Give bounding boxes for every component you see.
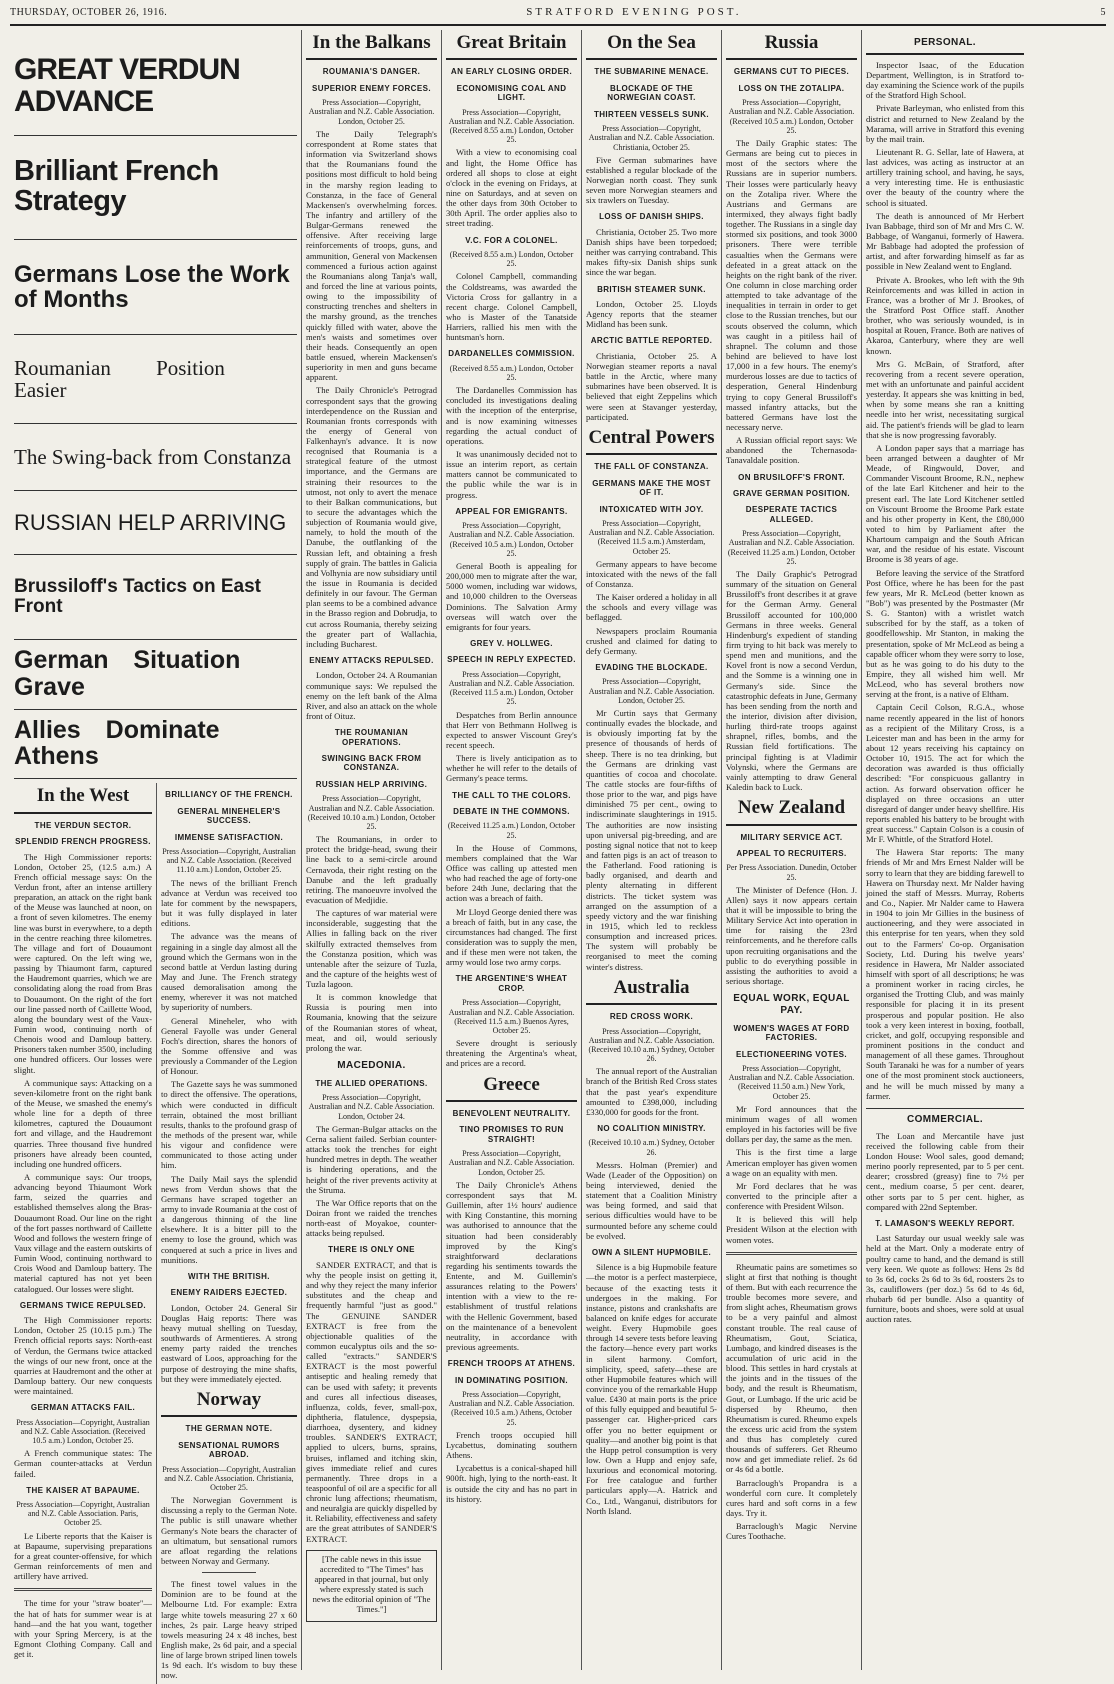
note-text: [The cable news in this issue accredited to "The Times" has appeared in that journal, but only where expressly stated is such news the editorial opinion of "The Times."] [312, 1553, 431, 1615]
subhead: THIRTEEN VESSELS SUNK. [593, 109, 710, 119]
advertisement: Barraclough's Magic Nervine Cures Toothache. [726, 1521, 857, 1542]
subhead: SPLENDID FRENCH PROGRESS. [15, 837, 151, 847]
subhead: LOSS ON THE ZOTALIPA. [738, 83, 845, 93]
west-section [14, 783, 157, 1683]
banner-headline-3: Germans Lose the Work of Months [14, 240, 297, 335]
byline: Per Press Association. Dunedin, October 25. [726, 863, 857, 882]
subhead: THE ARGENTINE'S WHEAT CROP. [455, 974, 568, 993]
subhead: MILITARY SERVICE ACT. [740, 832, 843, 842]
article-paragraph: The Kaiser ordered a holiday in all the schools and every village was beflagged. [586, 592, 717, 623]
advertisement: Silence is a big Hupmobile feature—the motor is a perfect masterpiece, because of the exacting tests it undergoes in the making. For instance, pistons and crankshafts are balanced on knife edges for accurate weight. Every Hupmobile goes through 14 severe tests before leaving the factory—hence every part works in silent harmony. Comfort, simplicity, speed, safety—these are other Hupmobile features which will convince you of the remarkable Hupp value. £430 at main ports is the price of this fully equipped and beautiful 5-passenger car. Higher-priced cars offer you no better equipment or quality—and another big point is that the Hupp petrol consumption is very low. Own a Hupp and enjoy safe, luxurious and economical motoring. For free catalogue and further particulars apply—A. Hatrick and Co., Ltd., Wanganui, distributors for North Island. [586, 1262, 717, 1516]
advertisement: Rheumatic pains are sometimes so slight at first that nothing is thought of them. But with each recurrence the trouble becomes more severe, and from slight aches, Rheumatism grows to be a very painful and almost constant trouble. The real cause of Rheumatism, Gout, Sciatica, Lumbago, and kindred diseases is the accumulation of uric acid in the blood. This settles in hard crystals at the joints and in the tissues of the body, and the result is Rheumatism, Gout, or Lumbago. If the uric acid be dispersed by Rheumo, then Rheumatism is cured. Rheumo expels the excess uric acid from the system and thus has completely cured thousands of sufferers. Get Rheumo now and get immediate relief. 2s 6d or 4s 6d a bottle. [726, 1261, 857, 1475]
subhead: EQUAL WORK, EQUAL PAY. [733, 993, 850, 1016]
banner-headline-9: Allies Dominate Athens [14, 710, 297, 780]
byline: Press Association—Copyright, Australian and N.Z. Cable Association. Christiania, October 25. [588, 124, 715, 152]
subhead: ENEMY ATTACKS REPULSED. [309, 656, 434, 666]
subhead: APPEAL FOR EMIGRANTS. [455, 506, 568, 516]
subhead: THE CALL TO THE COLORS. [452, 790, 571, 800]
brilliancy-section [157, 783, 297, 1683]
byline: Press Association—Copyright, Australian and N.Z. Cable Association. (Received 11.25 a.m.) London, October 25. [727, 529, 856, 566]
byline: Press Association—Copyright, Australian and N.Z. Cable Association. London, October 25. [588, 677, 715, 705]
byline: Press Association—Copyright, Australian and N.Z. Cable Association. London, October 25. [308, 98, 435, 126]
subhead: SENSATIONAL RUMORS ABROAD. [178, 1440, 280, 1460]
subhead: GERMANS TWICE REPULSED. [19, 1300, 147, 1310]
subhead: IMMENSE SATISFACTION. [174, 832, 284, 842]
article-paragraph: The Daily Mail says the splendid news from Verdun shows that the Germans have scraped together an army to invade Roumania at the cost of a dangerous thinning of the line elsewhere. It is a bitter pill to the enemy to lose the ground, which was conquered at such a price in lives and munitions. [160, 1173, 297, 1265]
advertisement: The finest towel values in the Dominion are to be found at the Melbourne Ltd. For example: Extra large white towels measuring 27 x 60 inches, 2s pair. Large heavy striped towels measuring 24 x 48 inches, best English make, 2s 6d pair, and a special line of large brown striped linen towels 1s 9d each. It's wisdom to buy these now. [160, 1579, 297, 1681]
article-paragraph: The Hawera Star reports: The many friends of Mr and Mrs Ernest Nalder will be sorry to learn that they are bidding farewell to Hawera on Thursday next. Mr Nalder having joined the staff of Messrs. Murray, Roberts and Co., Napier. Mr Nalder came to Hawera in 1904 to join Mr Gillies in the business of auctioneering, and they were associated in this enterprise for ten years, when they sold out to the Farmers' Co-op. Organisation Society, Ltd. During his twelve years' residence in Hawera, Mr Nalder associated himself with sport of all descriptions; he was a prominent worker in racing circles, he organised the Trotting Club, and was mainly responsible for placing it in its present prosperous and popular position. He also took a very keen interest in boxing, football, cricket, and golf, occupying responsible and prominent positions in the conduct and management of all these games. Throughout South Taranaki he was for a number of years one of the most prominent stock auctioneers, and he will be much missed by many a farmer. [866, 847, 1024, 1101]
lead-column [10, 30, 302, 1681]
article-paragraph: It is believed this will help President Wilson at the election with women votes. [726, 1214, 857, 1245]
article-paragraph: General Booth is appealing for 200,000 men to migrate after the war, 5000 women, including war widows, and 10,000 children to the Overseas Dominions. The Salvation Army overseas will watch over the emigrants for four years. [446, 560, 577, 632]
subhead: MACEDONIA. [337, 1060, 406, 1072]
article-paragraph: Christiania, October 25. Two more Danish ships have been torpedoed; neither was carrying contraband. This makes fifty-six Danish ships sunk since the war began. [586, 226, 717, 278]
article-paragraph: London, October 24. A Roumanian communique says: We repulsed the enemy on the left bank of the Alma River, and also an attack on the whole front of Oituz. [306, 670, 437, 722]
byline: Press Association—Copyright, Australian and N.Z. Cable Association. (Received 8.55 a.m.) London, October 25. [448, 107, 575, 145]
article-paragraph: The Daily Chronicle's Athens correspondent says that M. Guillemin, after 1½ hours' audience with King Constantine, this morning was authorised to announce that the situation had been considerably improved by the King's straightforward declarations regarding his sentiments towards the Entente, and M. Guillemin's assurances relating to the Powers' intention with a view to the re-establishment of trustful relations with the Hellenic Government, based on the maintenance of a benevolent neutrality, in accordance with previous agreements. [446, 1179, 577, 1353]
byline: Press Association—Copyright, Australian and N.Z. Cable Association. (Received 11.50 a.m.) New York, October 25. [728, 1064, 855, 1101]
article-paragraph: The Loan and Mercantile have just received the following cable from their London House: Wool sales, good demand; merino poorly represented, par to 5 per cent. dearer; crossbred (greasy) fine to 7½ per cent., medium coarse, 5 per cent. dearer, other sorts par to 5 per cent. higher, as compared with 22nd September. [866, 1130, 1024, 1212]
byline: Press Association—Copyright, Australian and N.Z. Cable Association. Christiania, October 25. [162, 1464, 296, 1492]
subhead: FRENCH TROOPS AT ATHENS. [447, 1359, 576, 1369]
masthead-page-number: 5 [1100, 7, 1106, 18]
section-title-australia: Australia [586, 975, 717, 1005]
subhead: THE FALL OF CONSTANZA. [594, 462, 709, 472]
subhead: THE VERDUN SECTOR. [34, 820, 132, 830]
article-paragraph: Lycabettus is a conical-shaped hill 900ft. high, lying to the north-east. It is outside the city and has no part in its history. [446, 1463, 577, 1504]
byline: Press Association—Copyright, Australian and N.Z. Cable Association. London, October 24. [308, 1093, 435, 1121]
section-title-britain: Great Britain [446, 30, 577, 60]
subhead: DESPERATE TACTICS ALLEGED. [745, 505, 838, 524]
article-paragraph: The High Commissioner reports: London, October 25 (10.15 p.m.) The French official reports says: North-east of Verdun, the Germans twice attacked the wings of our new front, once at the quarries at Haudremont and the other at Damloup battery. Our new conquests were maintained. [14, 1315, 152, 1397]
article-paragraph: A Russian official report says: We abandoned the Tchernasoda-Tanavaldale position. [726, 435, 857, 466]
article-paragraph: The advance was the means of regaining in a single day almost all the ground which the Germans won in the second battle at Verdun lasting during May and June. The French strategy caused demoralisation among the enemy, wherever it was not matched by superiority of numbers. [160, 931, 297, 1013]
byline: Press Association—Copyright, Australian and N.Z. Cable Association. (Received 11.5 a.m.) Amsterdam, October 25. [588, 519, 715, 556]
subhead: THE ROUMANIAN OPERATIONS. [334, 728, 409, 747]
article-paragraph: Private Barleyman, who enlisted from this district and returned to New Zealand by the Marama, will arrive in Stratford this evening by the mail train. [866, 103, 1024, 144]
byline: Press Association—Copyright, Australian and N.Z. Cable Association. (Received 10.5 a.m.) London, October 25. [728, 98, 855, 135]
masthead-paper-name: STRATFORD EVENING POST. [526, 6, 742, 18]
subhead: ELECTIONEERING VOTES. [735, 1049, 848, 1059]
advertisement: Barraclough's Propandra is a wonderful corn cure. It completely cures hard and soft corns in a few days. Try it. [726, 1477, 857, 1519]
section-title-norway: Norway [161, 1387, 297, 1417]
byline: Press Association—Copyright, Australian and N.Z. Cable Association. Paris, October 25. [16, 1500, 150, 1528]
subhead: GERMANS MAKE THE MOST OF IT. [592, 478, 711, 498]
article-paragraph: Before leaving the service of the Stratford Post Office, where he has been for the past few years, Mr R. McLeod (better known as "Bob") was presented by the Postmaster (Mr S. G. Stanton) with a wristlet watch subscribed for by the staff, as a token of goodfellowship. Mr Stanton, in making the presentation, spoke of Mr McLeod as being a capable officer whom they were sorry to lose, but as he was going to do his duty to the Empire, they all wished him well. Mr McLeod, who has several brothers now serving at the front, is a native of Eltham. [866, 567, 1024, 700]
article-paragraph: A communique says: Our troops, advancing beyond Thiaumont Work farm, seized the quarries and established themselves along the Bras-Douaumont Road. Our line on the right of the fort passes northward of Caillette Wood and follows the western fringe of Vaux village and the eastern outskirts of Fumin Wood, continuing northward to Crois Wood and Damloup battery. The material captured has not yet been catalogued. Our losses were slight. [14, 1172, 152, 1294]
editorial-note [306, 1550, 437, 1622]
article-paragraph: Mr Curtin says that Germany continually evades the blockade, and is obviously importing fat by the presence of thousands of herds of sheep. There is no tea drinking, but the Germans are drinking vast quantities of cocoa and chocolate. The cattle stocks are four-fifths of those prior to the war, and pigs have diminished 75 per cent., owing to indiscriminate slaughterings in 1915. The authorities are now insisting upon universal pig-breeding, and are posting signal notice that not to keep and fatten pigs is an act of treason to the Fatherland. Food rationing is badly organised, and dearth and plenty alternating in different districts. The ticket system was arranged on the assumption of a speedy victory and the war finishing in 1915, which led to reckless consumption and increased prices. The system will probably be reorganised to meet the coming winter's distress. [586, 708, 717, 972]
article-paragraph: The Gazette says he was summoned to direct the offensive. The operations, which were conducted in difficult terrain, obtained the most brilliant results, thanks to the profound grasp of the methods of the present war, while his vigour and confidence were communicated to those acting under him. [160, 1079, 297, 1171]
article-paragraph: The Daily Telegraph's correspondent at Rome states that information via Switzerland shows that the Roumanians found the positions most difficult to hold being in the marshy region leading to Constanza, in the face of General Mackensen's overwhelming forces. The infantry and artillery of the Bulgar-Germans renewed the offensive. After receiving large reinforcements of troops, guns, and ammunition, General von Mackensen commenced a furious action against the Roumanians along Tanja's wall, and forced the line at various points, owing to the impossibility of constructing trenches and shelters in the marshy ground, as the trenches quickly filled with water, above the men's waists and sometimes over their heads. Consequently an open battle ensued, wherein Mackensen's superiority in men and guns became apparent. [306, 128, 437, 383]
byline: Press Association—Copyright, Australian and N.Z. Cable Association. (Received 11.5 a.m.) London, October 25. [448, 669, 575, 707]
advertisement: The time for your "straw boater"—the hat of hats for summer wear is at hand—and the hat you want, together with your Spring Mercery, is at the Egmont Clothing Company. Call and get it. [14, 1598, 152, 1660]
subhead: GREY V. HOLLWEG. [470, 638, 553, 648]
article-paragraph: The Dardanelles Commission has concluded its investigations dealing with the inception of the enterprise, and is now examining witnesses regarding the actual conduct of operations. [446, 385, 577, 446]
sea-column [582, 30, 722, 1670]
byline: Press Association—Copyright, Australian and N.Z. Cable Association. (Received 11.5 a.m.) Buenos Ayres, October 25. [448, 998, 575, 1035]
subhead: WITH THE BRITISH. [188, 1271, 270, 1281]
subhead: IN DOMINATING POSITION. [454, 1375, 569, 1385]
subhead: SPEECH IN REPLY EXPECTED. [447, 655, 576, 665]
divider [202, 1572, 256, 1573]
subhead: ECONOMISING COAL AND LIGHT. [456, 83, 567, 103]
subhead: SUPERIOR ENEMY FORCES. [312, 83, 431, 93]
advertisement: SANDER EXTRACT, and that is why the people insist on getting it, and why they reject the many inferior substitutes and the cheap and frequently harmful "just as good." The GENUINE SANDER EXTRACT is free from the objectionable qualities of the common eucalyptus oils and the so-called "extracts." SANDER'S EXTRACT is the most powerful antiseptic and healing remedy that can be used with safety; it prevents and cures all infectious diseases, influenza, colds, fever, small-pox, diphtheria, flatulence, dyspepsia, diarrhoea, dysentery, and kidney troubles. SANDER'S EXTRACT, applied to ulcers, burns, sprains, bruises, inflamed and itching skin, gives immediate relief and cures permanently. Three drops in a teaspoonful of oil are a specific for all chronic lung affections; rheumatism, and neuralgia are quickly dispelled by it. Reliability, effectiveness and safety are the great attributes of SANDER'S EXTRACT. [306, 1259, 438, 1544]
subhead: DARDANELLES COMMISSION. [448, 349, 575, 359]
banner-headline-4: Roumanian Position Easier [14, 335, 297, 424]
banner-headline-5: The Swing-back from Constanza [14, 424, 297, 491]
article-paragraph: The annual report of the Australian branch of the British Red Cross states that the past year's expenditure amounted to £398,000, including £330,000 for goods for the front. [586, 1066, 717, 1117]
article-paragraph: The Minister of Defence (Hon. J. Allen) says it now appears certain that it will be impossible to bring the Military Service Act into operation in time for raising the 23rd reinforcements, and he therefore calls upon recruiting organisations and the public to do everything possible in assisting the authorities to avoid a serious shortage. [726, 884, 857, 987]
section-title-commercial: COMMERCIAL. [866, 1108, 1024, 1126]
byline: Press Association—Copyright, Australian and N.Z. Cable Association. (Received 10.10 a.m.) Sydney, October 26. [588, 1026, 715, 1064]
byline: Press Association—Copyright, Australian and N.Z. Cable Association. (Received 10.5 a.m.) London, October 25. [448, 521, 575, 558]
subhead: ON BRUSILOFF'S FRONT. [738, 472, 845, 482]
banner-headline-1: GREAT VERDUN ADVANCE [14, 30, 297, 136]
subhead: THERE IS ONLY ONE [328, 1245, 415, 1255]
article-paragraph: Messrs. Holman (Premier) and Wade (Leader of the Opposition) on being interviewed, denied the statement that a Coalition Ministry was being formed, and said that serious difficulties would have to be surmounted before any scheme could be evolved. [586, 1159, 717, 1241]
article-paragraph: Last Saturday our usual weekly sale was held at the Mart. Only a moderate entry of poultry came to hand, and the demand is still very keen. We quote as follows: Hens 2s 8d to 3s 6d, cocks 2s 6d to 3s 6d, roosters 2s to 3s, cauliflowers (per doz.) 5s 6d to 4s 6d, rhubarb 6d per bundle. Also a quantity of furniture, boots and shoes, were sold at usual auction rates. [866, 1233, 1024, 1325]
byline: (Received 10.10 a.m.) Sydney, October 26. [588, 1138, 715, 1157]
subhead: LOSS OF DANISH SHIPS. [599, 212, 704, 222]
article-paragraph: This is the first time a large American employer has given women a wage on an equality with men. [726, 1147, 857, 1178]
subhead: GRAVE GERMAN POSITION. [732, 488, 851, 498]
subhead: OWN A SILENT HUPMOBILE. [591, 1247, 712, 1257]
section-title-west: In the West [14, 783, 152, 813]
byline: (Received 8.55 a.m.) London, October 25. [449, 363, 574, 383]
article-paragraph: Le Liberte reports that the Kaiser is at Bapaume, supervising preparations for a great counter-offensive, for which German reinforcements of men and artillery have arrived. [14, 1530, 152, 1582]
byline: Press Association—Copyright, Australian and N.Z. Cable Association. (Received 10.5 a.m.) Athens, October 25. [448, 1390, 575, 1427]
subhead: WOMEN'S WAGES AT FORD FACTORIES. [733, 1023, 850, 1043]
subhead: GENERAL MINEHELER'S SUCCESS. [177, 806, 281, 826]
banner-headline-6: RUSSIAN HELP ARRIVING [14, 491, 297, 555]
article-paragraph: The Daily Chronicle's Petrograd correspondent says that the growing interdependence on the Russian and Roumanian fronts corresponds with the energy of General von Falkenhayn's advance. It is now recognised that Roumania is a strategical feature of the utmost importance, and the Germans are straining their resources to the utmost, not only to avert the menace to their Balkan communications, but to secure the advantages which the subjection of Roumania would give, namely, to hold the mouth of the Danube, the outflanking of the Russian left, and obtaining a fresh supply of grain. The battles in Galicia and Volhynia are now subsidiary until the issue in Roumania is decided definitely in our favour. The German plan seems to be a combined advance in the Brasso region and Dobrudja, to cut across Roumania, thereby seizing the greater part of Wallachia, including Bucharest. [306, 385, 437, 649]
article-paragraph: A communique says: Attacking on a seven-kilometre front on the right bank of the Meuse, we smashed the enemy's whole line for a depth of three kilometres, captured the Douaumont fort and village, and the Haudremont quarries. Three thousand five hundred prisoners have already been counted, including one hundred officers. [14, 1077, 152, 1169]
subhead: APPEAL TO RECRUITERS. [736, 848, 847, 858]
byline: Press Association—Copyright, Australian and N.Z. Cable Association. (Received 10.10 a.m.) London, October 25. [307, 794, 436, 831]
article-paragraph: Mr Ford declares that he was converted to the principle after a conference with President Wilson. [726, 1180, 857, 1212]
article-paragraph: It was unanimously decided not to issue an interim report, as certain matters cannot be communicated to the public while the war is in progress. [446, 449, 577, 500]
article-paragraph: General Mineheler, who with General Fayolle was under General Foch's direction, shares the honors of the Somme offensive and was previously a Commander of the Legion of Honour. [160, 1015, 297, 1077]
section-title-balkans: In the Balkans [306, 30, 437, 60]
byline: (Received 11.25 a.m.) London, October 25. [447, 821, 576, 840]
banner-headline-8: German Situation Grave [14, 640, 297, 710]
article-paragraph: There is lively anticipation as to whether he will refer to the details of Germany's peace terms. [446, 753, 577, 784]
article-paragraph: A French communique states: The German counter-attacks at Verdun failed. [14, 1448, 152, 1479]
article-paragraph: Lieutenant R. G. Sellar, late of Hawera, at last advices, was acting as instructor at an artillery training school, and having, he says, a very interesting time. He is enthusiastic over the beauty of the country where the school is situated. [866, 146, 1024, 208]
subhead: THE SUBMARINE MENACE. [594, 67, 709, 77]
subhead: ARCTIC BATTLE REPORTED. [590, 336, 713, 346]
article-paragraph: With a view to economising coal and light, the Home Office has ordered all shops to close at eight o'clock in the evening on Fridays, at nine on Saturdays, and at seven on the other days from 30th October to 30th April. The order applies also to street trading. [446, 147, 577, 229]
subhead: ENEMY RAIDERS EJECTED. [170, 1288, 288, 1298]
subhead: TINO PROMISES TO RUN STRAIGHT! [459, 1125, 564, 1144]
balkans-column [302, 30, 442, 1670]
subhead: BLOCKADE OF THE NORWEGIAN COAST. [607, 83, 696, 103]
section-title-russia: Russia [726, 30, 857, 60]
byline: (Received 8.55 a.m.) London, October 25. [449, 250, 574, 269]
divider [726, 1252, 857, 1255]
article-paragraph: The Daily Graphic's Petrograd summary of the situation on General Brussiloff's front describes it at grave for the German Army. General Brussiloff accounted for 100,000 Germans in three weeks. General Hindenburg's expedient of standing firm trying to hit back was merely to spend men and munitions, and the Kovel front is now a second Verdun, and the Somme is a winning one in Germany's side. Since the catastrophic defeats in June, Germany has been sending from the north and the interior, division after division, hurling third-rate troops against shrapnel, rifles, bombs, and the Russian field fortifications. The principal fighting is at Vladimir Volynski, where the Germans are vainly attempting to draw General Kaledin back to Luck. [726, 569, 858, 792]
subhead: BENEVOLENT NEUTRALITY. [452, 1108, 571, 1118]
subhead: V.C. FOR A COLONEL. [465, 235, 558, 245]
masthead-date: THURSDAY, OCTOBER 26, 1916. [10, 7, 168, 18]
section-title-sea: On the Sea [586, 30, 717, 60]
article-paragraph: The Norwegian Government is discussing a reply to the German Note. The public is still unaware whether Germany's Note bears the character of an ultimatum, but sensational rumors are afloat regarding the relations between Norway and Germany. [160, 1495, 297, 1566]
article-paragraph: The War Office reports that on the Doiran front we raided the trenches north-east of Moyakoe, counter-attacks being repulsed. [306, 1197, 437, 1239]
section-title-greece: Greece [446, 1072, 577, 1102]
article-paragraph: Inspector Isaac, of the Education Department, Wellington, is in Stratford to-day examining the Science work of the pupils of the Stratford High School. [866, 59, 1024, 101]
article-paragraph: A London paper says that a marriage has been arranged between a daughter of Mr Meade, of Ringwould, Dover, and Commander Viscount Broome, R.N., nephew of the late Earl Kitchener and heir to the present earl. The late Lord Kitchener settled on Viscount Broome the Broome Park estate and his other property in Kent, the £80,000 voted to him by Parliament after the Khartoum campaign and the South African war, and the residue of his estate. Viscount Broome is 38 years of age. [866, 442, 1024, 565]
subhead: BRITISH STEAMER SUNK. [597, 284, 706, 294]
section-title-personal: PERSONAL. [866, 37, 1024, 55]
subhead: THE KAISER AT BAPAUME. [26, 1485, 140, 1495]
article-paragraph: Mr Ford announces that the minimum wages of all women employed in his factories will be five dollars per day, the same as the men. [726, 1103, 857, 1145]
article-paragraph: Five German submarines have established a regular blockade of the Norwegian north coast. They sunk seven more Norwegian steamers and six trawlers on Tuesday. [586, 154, 717, 206]
article-paragraph: Severe drought is seriously threatening the Argentina's wheat, and prices are a record. [446, 1038, 577, 1069]
article-paragraph: In the House of Commons, members complained that the War Office was calling up attested men who had reached the age of forty-one before 24th June, declaring that the action was a breach of faith. [446, 842, 577, 904]
article-paragraph: Germany appears to have become intoxicated with the news of the fall of Constanza. [586, 558, 717, 590]
banner-headline-7: Brussiloff's Tactics on East Front [14, 555, 297, 640]
subhead: GERMANS CUT TO PIECES. [733, 67, 850, 77]
article-paragraph: Captain Cecil Colson, R.G.A., whose name recently appeared in the list of honors as a recipient of the Military Cross, is a Leicester man and has been in the army for about 12 years receiving his captaincy on October 10, 1915. The act for which the decoration was awarded is thus officially described: "For conspicuous gallantry in action. As forward observation officer he displayed on three occasions an utter disregard of danger under heavy shellfire. His reports enabled his battery to be brought with great success." Captain Colson is a cousin of Mr F. Whittle, of the Stratford Hotel. [866, 702, 1024, 845]
article-paragraph: The captures of war material were inconsiderable, suggesting that the Allies in falling back on the river skilfully extracted themselves from the Constanza position, which was untenable after the seizure of Tuzla, and the capture of the heights west of Tuzla lagoon. [306, 908, 437, 990]
subhead: INTOXICATED WITH JOY. [599, 504, 704, 514]
article-paragraph: The High Commissioner reports: London, October 25, (12.5 a.m.) A French official message says: On the Verdun front, after an intense artillery preparation, an attack on the right bank of the Meuse was launched at noon, on a front of seven kilometres. The enemy line was burst in everywhere, to a depth in the centre reaching three kilometres. The village and fort of Douaumont were captured. On the left wing we, passing by Thiaumont farm, captured the Haudremont quarries, which we are consolidating along the road from Bras to Douaumont. On the right of the fort our line passed north of Caillette Wood, along the boundary west of the Vaux-Fumin wood, continuing north of Chenois wood and Damloup battery. Prisoners taken number 3500, including one hundred officers. Our losses were slight. [14, 851, 152, 1075]
article-paragraph: Christiania, October 25. A Norwegian steamer reports a naval battle in the Arctic, where many submarines have been observed. It is believed that eight Zeppelins which were seen at Stavanger yesterday, participated. [586, 350, 717, 422]
article-paragraph: Colonel Campbell, commanding the Coldstreams, was awarded the Victoria Cross for gallantry in a recent charge. Colonel Campbell, who is Master of the Tanatside Harriers, rallied his men with the huntsman's horn. [446, 271, 577, 343]
subhead: AN EARLY CLOSING ORDER. [450, 67, 573, 77]
subhead: NO COALITION MINISTRY. [597, 1123, 706, 1133]
section-title-central-powers: Central Powers [586, 425, 717, 455]
masthead [10, 6, 1106, 26]
subhead: RUSSIAN HELP ARRIVING. [315, 779, 428, 789]
article-paragraph: London, October 25. Lloyds Agency reports that the steamer Midland has been sunk. [586, 299, 717, 330]
byline: Press Association—Copyright, Australian and N.Z. Cable Association. (Received 10.5 a.m.) London, October 25. [16, 1417, 150, 1446]
byline: Press Association—Copyright, Australian and N.Z. Cable Association. London, October 25. [448, 1149, 575, 1177]
subhead: GERMAN ATTACKS FAIL. [30, 1403, 136, 1413]
article-paragraph: French troops occupied hill Lycabettus, dominating southern Athens. [446, 1429, 577, 1461]
article-paragraph: Mr Lloyd George denied there was a breach of faith, but in any case, the circumstances had changed. The first consideration was to supply the men, and if these men were not taken, the army would lose two army corps. [446, 906, 577, 968]
article-paragraph: Newspapers proclaim Roumania crushed and claimed for dating to defy Germany. [586, 625, 717, 656]
personal-column [862, 30, 1028, 1670]
article-paragraph: The Roumanians, in order to protect the bridge-head, swung their line back to a semi-circle around Cernavoda, their right resting on the Danube and the left gradually retiring. The manoeuvre involved the evacuation of Medjidie. [306, 834, 437, 905]
banner-headline-2: Brilliant French Strategy [14, 136, 297, 240]
russia-column [722, 30, 862, 1670]
article-paragraph: The news of the brilliant French advance at Verdun was received too late for comment by the newspapers, but it was fully displayed in later editions. [160, 877, 297, 929]
article-paragraph: The German-Bulgar attacks on the Cerna salient failed. Serbian counter-attacks took the trenches for eight hundred metres in depth. The weather is hindering operations, and the height of the river prevents activity at the Struma. [306, 1123, 437, 1195]
britain-column [442, 30, 582, 1670]
subhead: RED CROSS WORK. [609, 1012, 694, 1022]
subhead: SWINGING BACK FROM CONSTANZA. [321, 754, 422, 773]
article-paragraph: The Daily Graphic states: The Germans are being cut to pieces in most of the sectors where the Russians are in superior numbers. Their losses were particularly heavy on the Zotalipa river. Where the Austrians and Germans are intermixed, they always fight badly together. The Russians in a single day stormed six positions, and took 3000 prisoners. There were terrible casualties when the Germans were defeated in a great attack on the heights on the right bank of the river. One column in close marching order attempted to take advantage of the inequalities in terrain in order to get close to the Russian trenches, but our scouts observed the column, which was caught in a pitiless hail of shrapnel. The column and those behind are believed to have lost 17,000 in a few hours. The enemy's murderous losses are due to tactics of desperation, General Hindenburg trying to copy General Brussiloff's massed infantry attacks, but the battered Germans have lost the necessary nerve. [726, 138, 857, 432]
subhead: T. LAMASON'S WEEKLY REPORT. [875, 1218, 1015, 1228]
article-paragraph: The death is announced of Mr Herbert Ivan Babbage, third son of Mr and Mrs C. W. Babbage, of Wanganui, formerly of Hawera. Mr Babbage had adopted the profession of artist, and after forwarding himself as far as possible in New Zealand went to England. [866, 210, 1024, 272]
byline: Press Association—Copyright, Australian and N.Z. Cable Association. (Received 11.10 a.m.) London, October 25. [162, 847, 296, 875]
subhead: THE GERMAN NOTE. [185, 1424, 273, 1434]
article-paragraph: Mrs G. McBain, of Stratford, after recovering from a recent severe operation, met with an unfortunate and painful accident yesterday. It appears she was knitting in bed, when by some means she ran a knitting needle into her wrist, necessitating surgical aid. The patient's friends will be glad to learn that she is now progressing favorably. [866, 358, 1024, 440]
subhead: EVADING THE BLOCKADE. [595, 663, 708, 673]
article-paragraph: It is common knowledge that Russia is pouring men into Roumania, knowing that the seizure of the Roumanian stores of wheat, meat, and oil, would seriously prolong the war. [306, 992, 437, 1053]
subhead: DEBATE IN THE COMMONS. [453, 806, 570, 816]
subhead: BRILLIANCY OF THE FRENCH. [165, 790, 293, 800]
divider [14, 1588, 152, 1591]
article-paragraph: Despatches from Berlin announce that Herr von Bethmann Hollweg is expected to answer Viscount Grey's recent speech. [446, 709, 577, 750]
subhead: ROUMANIA'S DANGER. [322, 67, 421, 77]
section-title-new-zealand: New Zealand [726, 795, 857, 825]
article-paragraph: Private A. Brookes, who left with the 9th Reinforcements and was killed in action in France, was a brother of Mr J. Brookes, of the Stratford Post Office staff. Another brother, who was seriously wounded, is in hospital at Rouen, France. Both are natives of Akaroa, Canterbury, where they are well known. [866, 274, 1024, 356]
article-paragraph: London, October 24. General Sir Douglas Haig reports: There was heavy mutual shelling on Tuesday, southwards of Armentieres. A strong enemy party raided the trenches eastward of Loos, approaching for the purpose of destroying the mine shafts, but they were immediately ejected. [160, 1302, 297, 1384]
subhead: THE ALLIED OPERATIONS. [315, 1078, 428, 1088]
